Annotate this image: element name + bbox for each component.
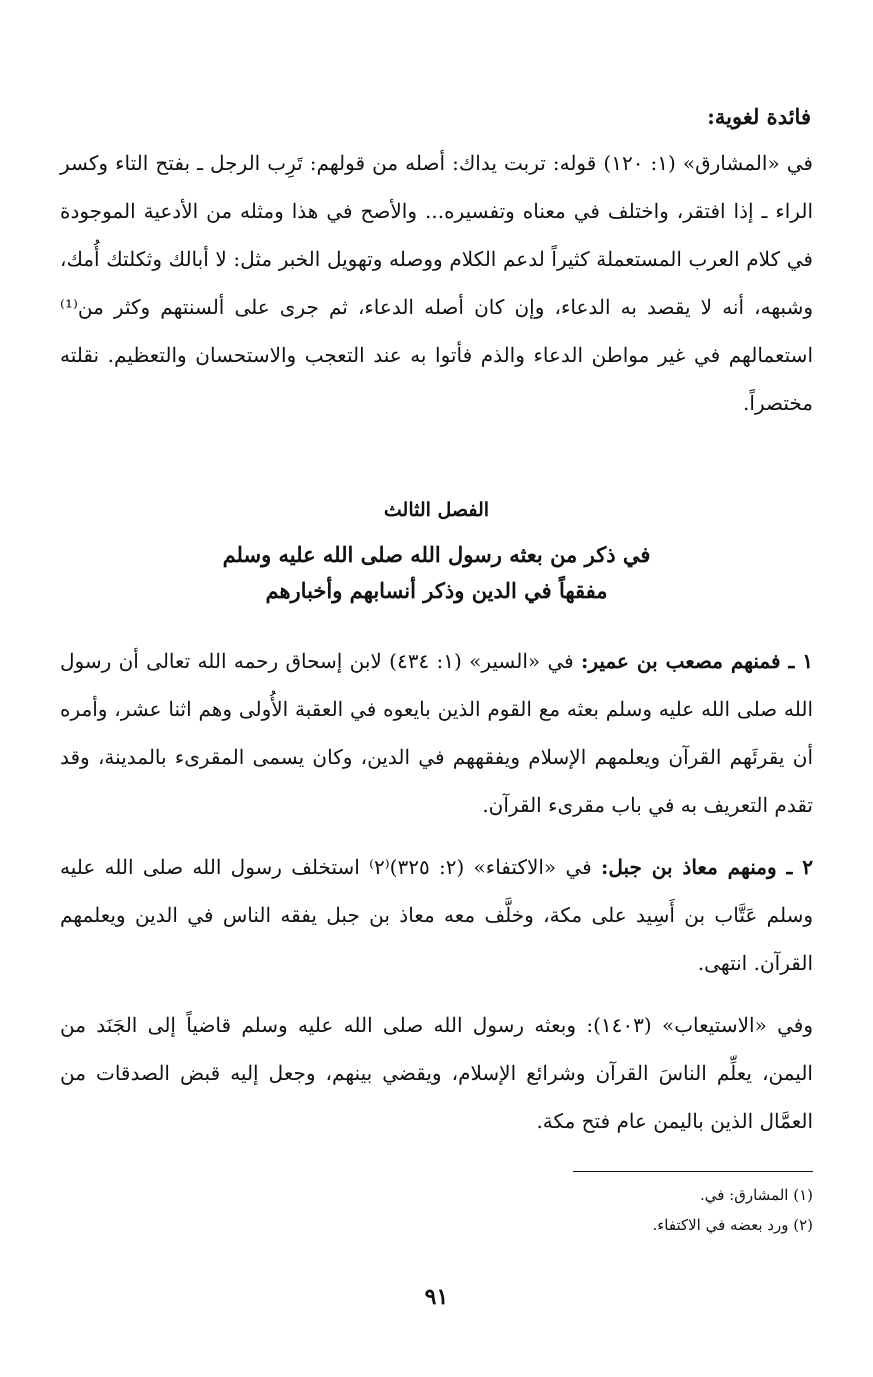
chapter-subtitle-line1: في ذكر من بعثه رسول الله صلى الله عليه وسلم [222, 542, 651, 567]
page-number: ٩١ [424, 1284, 449, 1310]
chapter-title: الفصل الثالث [383, 499, 490, 521]
note-heading: فائدة لغوية: [707, 104, 811, 129]
item-2-paragraph [60, 843, 813, 987]
item-2-lead: ٢ ـ ومنهم معاذ بن جبل: [600, 855, 813, 879]
paragraph-linguistic-note: في «المشارق» (١: ١٢٠) قوله: تربت يداك: أصله من قولهم: تَرِب الرجل ـ بفتح التاء وكسر الراء ـ إذا افتقر، واختلف في معناه وتفسيره... والأصح في هذا ومثله من الأدعية الموجودة في كلام العرب المستعملة كثيراً لدعم الكلام ووصله وتهويل الخبر مثل: لا أبالك وثكلتك أُمك، وشبهه، أنه لا يقصد به الدعاء، وإن كان أصله الدعاء، ثم جرى على ألسنتهم وكثر من⁽¹⁾ استعمالهم في غير مواطن الدعاء والذم فأتوا به عند التعجب والاستحسان والتعظيم. نقلته مختصراً. [60, 151, 813, 415]
item-1-lead: ١ ـ فمنهم مصعب بن عمير: [581, 649, 814, 673]
footnote-divider [573, 1171, 813, 1172]
chapter-subtitle-line2: مفقهاً في الدين وذكر أنسابهم وأخبارهم [265, 578, 608, 603]
item-1-text: في «السير» (١: ٤٣٤) لابن إسحاق رحمه الله تعالى أن رسول الله صلى الله عليه وسلم بعثه مع القوم الذين بايعوه في العقبة الأُولى وهم اثنا عشر، وأمره أن يقرئَهم القرآن ويعلمهم الإسلام ويفقههم في الدين، وكان يسمى المقرىء بالمدينة، وقد تقدم التعريف به في باب مقرىء القرآن. [60, 649, 813, 817]
paragraph-istiab: وفي «الاستيعاب» (١٤٠٣): وبعثه رسول الله صلى الله عليه وسلم قاضياً إلى الجَنَد من اليمن، يعلِّم الناسَ القرآن وشرائع الإسلام، ويقضي بينهم، وجعل إليه قبض الصدقات من العمَّال الذين باليمن عام فتح مكة. [60, 1013, 814, 1133]
item-1-paragraph [60, 637, 813, 829]
footnote-2: (٢) ورد بعضه في الاكتفاء. [652, 1216, 813, 1234]
footnote-1: (١) المشارق: في. [699, 1186, 813, 1204]
item-2-text: في «الاكتفاء» (٢: ٣٢٥)⁽٢⁾ استخلف رسول الله صلى الله عليه وسلم عَتَّاب بن أَسِيد على مكة، وخلَّف معه معاذ بن جبل يفقه الناس في الدين ويعلمهم القرآن. انتهى. [60, 855, 813, 975]
